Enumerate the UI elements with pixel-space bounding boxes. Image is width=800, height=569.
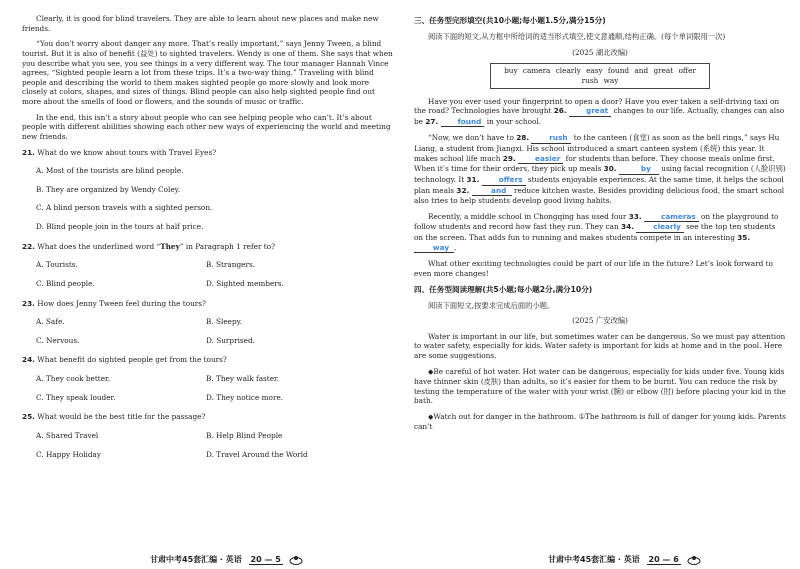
option-c: C. A blind person travels with a sighted person. bbox=[36, 203, 213, 213]
option-a: A. Tourists. bbox=[36, 260, 78, 270]
cloze-paragraph-3: Recently, a middle school in Chongqing has used four 33. cameras on the playground to follow students and record how fast they run. They can 34. clearly see the top ten students on the screen. That adds fun to running and makes students compete in an interesting 35. way . bbox=[414, 211, 779, 252]
question-text-post: ” in Paragraph 1 refer to? bbox=[179, 241, 276, 251]
page-footer-left bbox=[150, 554, 303, 565]
option-d: D. Blind people join in the tours at half price. bbox=[36, 222, 204, 231]
option-d: D. They notice more. bbox=[206, 392, 284, 402]
option-b: B. Help Blind People bbox=[206, 430, 283, 440]
option-c: C. Happy Holiday bbox=[36, 449, 102, 459]
paragraph: In the end, this isn’t a story about people who can see helping people who can’t. It’s about people with different abilities showing each other new ways of experiencing the world and meeting new friends. bbox=[22, 112, 391, 141]
question-23 bbox=[22, 299, 394, 346]
cloze-paragraph-2: “Now, we don’t have to 28. rush to the canteen (食堂) as soon as the bell rings,” says Hu Liang, a student from Jiangxi. His school introduced a smart canteen system (系统) this year. It makes school life much 29. easier for students than before. They choose meals online first. When it’s time for their orders, they pick up meals 30. by using facial recognition (人脸识别) technology. It 31. offers students enjoyable experiences. At the same time, it helps the school plan meals 32. and reduce kitchen waste. Besides providing delicious food, the smart school also tries to help students develop good living habits. bbox=[414, 133, 786, 206]
option-d: D. Travel Around the World bbox=[206, 449, 308, 459]
option-a: A. They cook better. bbox=[36, 374, 111, 383]
question-number: 21. bbox=[22, 147, 35, 157]
reading-paragraph-1: Water is important in our life, but sometimes water can be dangerous. So we must pay attention to water safety, especially for kids. Water safety is important for kids at home and in the pool. Here are some suggestions. bbox=[414, 331, 786, 361]
question-24 bbox=[22, 355, 394, 402]
answer-blank-26: great bbox=[569, 106, 611, 117]
option-a: A. Safe. bbox=[36, 317, 65, 327]
reading-paragraph-2: ◆Be careful of hot water. Hot water can be dangerous, especially for kids under five. Young kids have thinner skin (皮肤) than adults, so it’s easier for them to be burnt. You can reduce the risk by testing the temperature of the water with your wrist (腕) or elbow (肘) before placing your kid in the bath. bbox=[414, 366, 786, 406]
answer-blank-27: found bbox=[441, 117, 485, 128]
answer-blank-34: clearly bbox=[636, 222, 684, 233]
option-b: B. They are organized by Wendy Coley. bbox=[36, 184, 181, 194]
answer-blank-29: easier bbox=[518, 154, 563, 165]
section-3-title: 三、任务型完形填空(共10小题;每小题1.5分,满分15分) bbox=[414, 16, 606, 25]
cloze-paragraph-4: What other exciting technologies could be part of our life in the future? Let’s look forward to even more changes! bbox=[414, 259, 773, 278]
option-a: A. Most of the tourists are blind people. bbox=[36, 166, 184, 176]
option-d: D. Sighted members. bbox=[206, 278, 284, 288]
reading-paragraph-3: ◆Watch out for danger in the bathroom. ①The bathroom is full of danger for young kids. Parents can’t bbox=[414, 411, 786, 431]
option-b: B. Strangers. bbox=[206, 260, 256, 270]
question-number: 23. bbox=[22, 298, 35, 308]
question-21 bbox=[22, 148, 394, 232]
page-number: 20 — 6 bbox=[648, 555, 679, 564]
question-22 bbox=[22, 242, 394, 289]
cloze-paragraph-1: Have you ever used your fingerprint to open a door? Have you ever taken a self-driving taxi on the road? Technologies have brought 26. great changes to our life. Actually, changes can also be 27. found in your school. bbox=[414, 96, 785, 126]
option-c: C. Blind people. bbox=[36, 278, 95, 288]
question-number: 25. bbox=[22, 412, 35, 422]
diamond-bullet-icon: ◆ bbox=[428, 367, 434, 376]
question-text-pre: What does the underlined word “ bbox=[37, 241, 161, 251]
option-a: A. Shared Travel bbox=[36, 430, 99, 440]
section-3-source: (2025 湖北改编) bbox=[572, 47, 628, 57]
question-text: What do we know about tours with Travel Eyes? bbox=[37, 147, 217, 157]
question-text: What benefit do sighted people get from the tours? bbox=[37, 355, 227, 365]
page-number: 20 — 5 bbox=[250, 555, 281, 564]
footer-title: 甘肃中考45套汇编 · 英语 bbox=[150, 555, 242, 564]
question-25 bbox=[22, 412, 394, 459]
option-b: B. They walk faster. bbox=[206, 374, 280, 383]
question-number: 22. bbox=[22, 241, 35, 251]
option-d: D. Surprised. bbox=[206, 335, 255, 345]
publisher-logo-icon bbox=[687, 555, 701, 565]
footer-title: 甘肃中考45套汇编 · 英语 bbox=[548, 555, 640, 564]
word-box: buy camera clearly easy found and great offer rush way bbox=[490, 63, 710, 88]
answer-blank-31: offers bbox=[482, 175, 526, 186]
section-4-source: (2025 广安改编) bbox=[572, 316, 628, 326]
question-text: How does Jenny Tween feel during the tours? bbox=[37, 298, 206, 308]
answer-blank-35: way bbox=[414, 243, 454, 254]
answer-blank-32: and bbox=[472, 186, 512, 197]
answer-blank-33: cameras bbox=[644, 212, 699, 223]
publisher-logo-icon bbox=[289, 555, 303, 565]
option-c: C. They speak louder. bbox=[36, 392, 116, 402]
option-b: B. Sleepy. bbox=[206, 317, 243, 327]
answer-blank-28: rush bbox=[531, 133, 571, 144]
page-footer-right bbox=[548, 554, 701, 565]
option-c: C. Nervous. bbox=[36, 335, 80, 345]
underlined-word: They bbox=[160, 241, 180, 251]
paragraph: Clearly, it is good for blind travelers. They are able to learn about new places and make new friends. bbox=[22, 14, 379, 33]
question-number: 24. bbox=[22, 355, 35, 365]
section-4-instructions: 阅读下面短文,按要求完成后面的小题。 bbox=[428, 300, 555, 310]
paragraph: “You don’t worry about danger any more. That’s really important,” says Jenny Tween, a blind tourist. But it is also of benefit (益处) to sighted travelers. Wendy is one of them. She says that when you describe what you see, you see things in a very different way. The tour manager Hannah Vince agrees, “Sighted people learn a lot from these trips. It’s a two-way thing.” Traveling with blind people and describing the world to them makes sighted people go more slowly and look more closely at colors, shapes, and sizes of things. Blind people can also help sighted people find out more about the smells of food or flowers, and the sounds of music or traffic. bbox=[22, 39, 393, 106]
question-text: What would be the best title for the passage? bbox=[37, 412, 206, 422]
left-page bbox=[22, 14, 394, 459]
section-3-instructions: 阅读下面的短文,从方框中所给词的适当形式填空,使文意通顺,结构正确。(每个单词限用一次) bbox=[428, 32, 726, 42]
answer-blank-30: by bbox=[619, 164, 659, 175]
right-page bbox=[414, 12, 786, 438]
section-4-title: 四、任务型阅读理解(共5小题;每小题2分,满分10分) bbox=[414, 284, 593, 294]
diamond-bullet-icon: ◆ bbox=[428, 412, 434, 421]
